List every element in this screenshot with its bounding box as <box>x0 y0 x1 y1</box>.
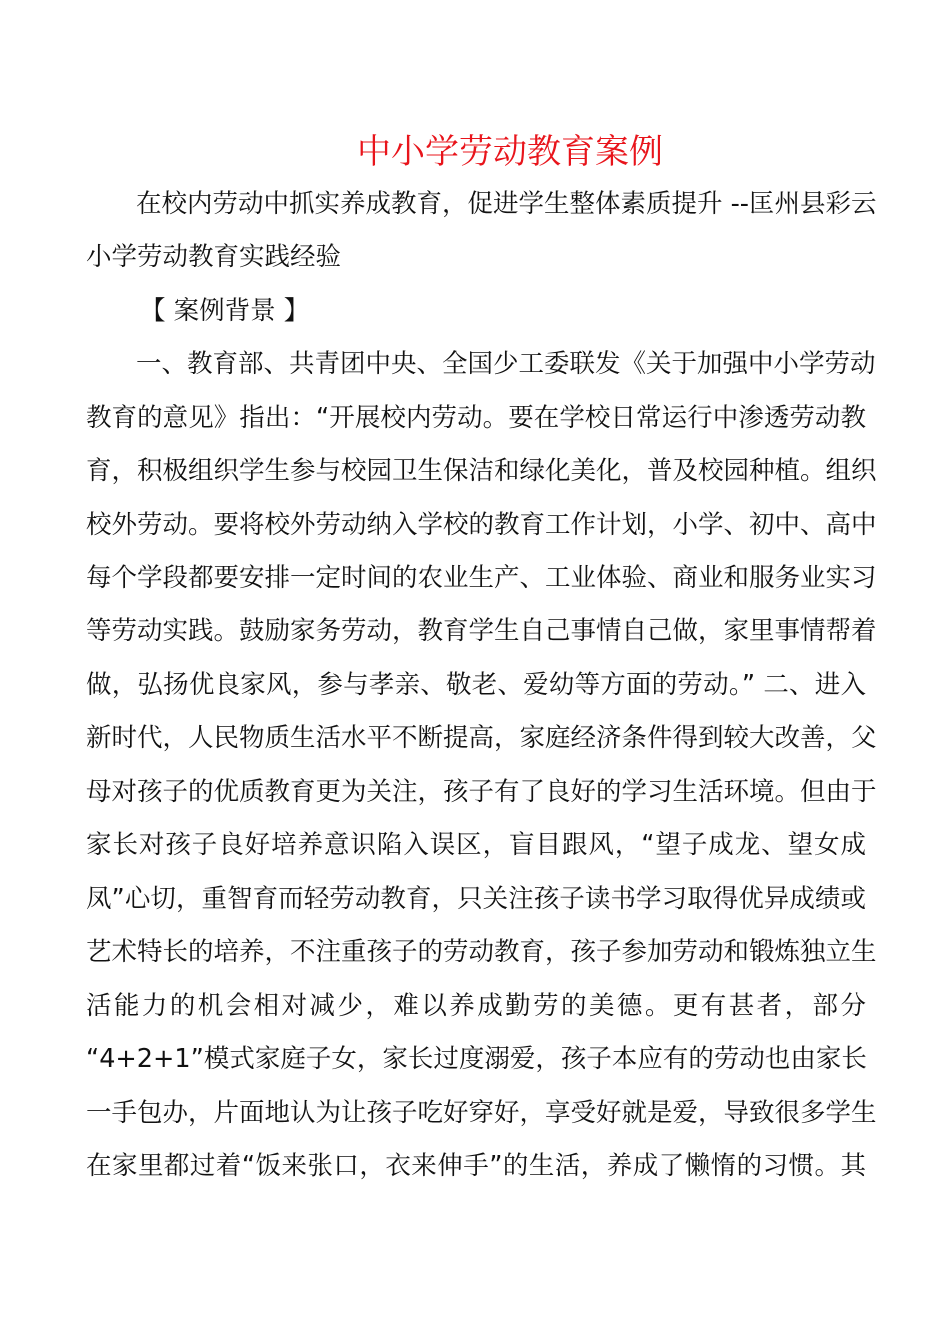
paragraph-line: 活能力的机会相对减少，难以养成勤劳的美德。更有甚者，部分 <box>86 991 866 1021</box>
paragraph-line: 做，弘扬优良家风，参与孝亲、敬老、爱幼等方面的劳动。” 二、进入 <box>86 670 866 700</box>
subtitle-line-1: 在校内劳动中抓实养成教育，促进学生整体素质提升 --匡州县彩云 <box>136 189 877 219</box>
paragraph-line: 育，积极组织学生参与校园卫生保洁和绿化美化，普及校园种植。组织 <box>86 456 877 486</box>
paragraph-line: 一、教育部、共青团中央、全国少工委联发《关于加强中小学劳动 <box>136 349 876 379</box>
paragraph-line: 校外劳动。要将校外劳动纳入学校的教育工作计划，小学、初中、高中 <box>86 510 877 540</box>
paragraph-line: 一手包办，片面地认为让孩子吃好穿好，享受好就是爱，导致很多学生 <box>86 1098 877 1128</box>
paragraph-line: 等劳动实践。鼓励家务劳动，教育学生自己事情自己做，家里事情帮着 <box>86 616 877 646</box>
subtitle-line-2: 小学劳动教育实践经验 <box>86 242 342 272</box>
paragraph-line: 母对孩子的优质教育更为关注，孩子有了良好的学习生活环境。但由于 <box>86 777 877 807</box>
paragraph-line: “4+2+1”模式家庭子女，家长过度溺爱，孩子本应有的劳动也由家长 <box>86 1044 867 1074</box>
paragraph-line: 艺术特长的培养，不注重孩子的劳动教育，孩子参加劳动和锻炼独立生 <box>86 937 877 967</box>
paragraph-line: 家长对孩子良好培养意识陷入误区，盲目跟风，“望子成龙、望女成 <box>86 830 866 860</box>
paragraph-line: 凤”心切，重智育而轻劳动教育，只关注孩子读书学习取得优异成绩或 <box>86 884 866 914</box>
paragraph-line: 教育的意见》指出：“开展校内劳动。要在学校日常运行中渗透劳动教 <box>86 403 866 433</box>
paragraph-line: 每个学段都要安排一定时间的农业生产、工业体验、商业和服务业实习 <box>86 563 877 593</box>
paragraph-line: 在家里都过着“饭来张口，衣来伸手”的生活，养成了懒惰的习惯。其 <box>86 1151 866 1181</box>
document-title: 中小学劳动教育案例 <box>357 132 663 172</box>
paragraph-line: 新时代，人民物质生活水平不断提高，家庭经济条件得到较大改善，父 <box>86 723 877 753</box>
section-heading: 【 案例背景 】 <box>140 296 310 326</box>
